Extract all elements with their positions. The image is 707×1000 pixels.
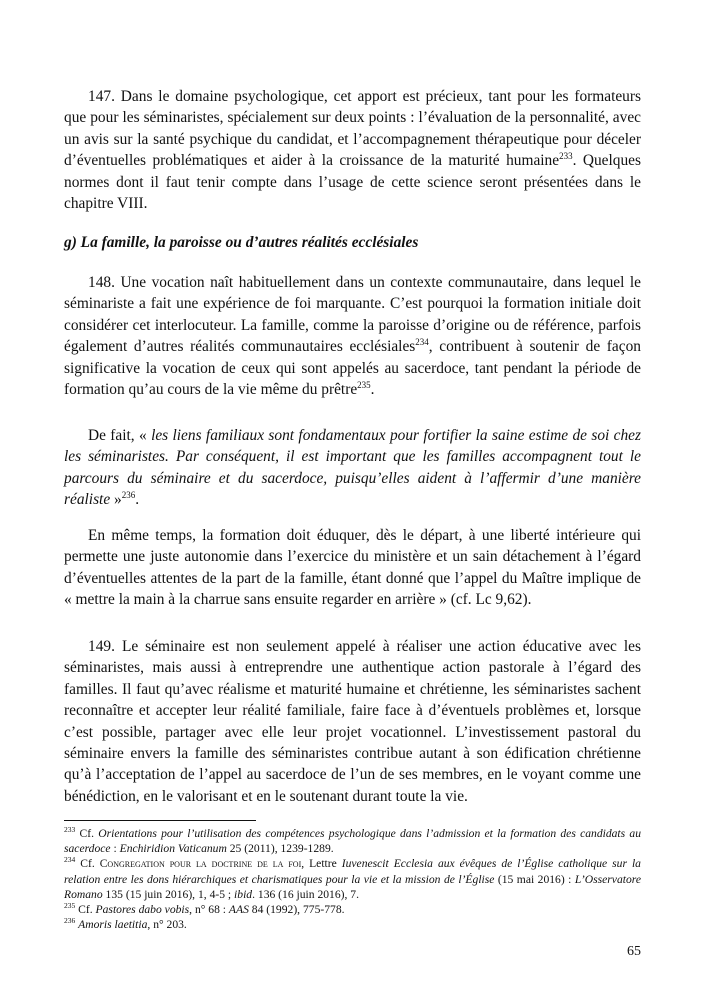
footnote-text: . 136 (16 juin 2016), 7. xyxy=(252,887,360,901)
paragraph-148-text-b: , contribuent à soutenir de façon significative la vocation de ceux qui sont appelés au sacerdoce, tant pendant la période de formation qu’au cours de la vie même du prêtre xyxy=(64,338,641,399)
footnote-ref-236[interactable]: 236 xyxy=(121,490,136,501)
footnote-author: Congregation pour la doctrine de la foi xyxy=(99,857,302,871)
footnote-ref-234[interactable]: 234 xyxy=(415,337,429,348)
quote-lead: De fait, « xyxy=(88,427,152,444)
paragraph-quote xyxy=(64,425,641,511)
footnote-text: (15 mai 2016) : xyxy=(494,872,575,886)
footnote-text: , n° 68 : xyxy=(189,903,229,917)
footnote-text: Cf. xyxy=(75,857,100,871)
section-heading: g) La famille, la paroisse ou d’autres réalités ecclésiales xyxy=(64,234,419,251)
footnote-number: 235 xyxy=(64,901,76,911)
quote-text: les liens familiaux sont fondamentaux pour fortifier la saine estime de soi chez les séminaristes. Par conséquent, il est important que les familles accompagnent tout le parcours du séminaire et du sacerdoce, puisqu’elles aident à l’affermir d’une manière réaliste xyxy=(64,427,641,509)
footnote-text: Cf. xyxy=(75,827,99,840)
footnote-ref-233[interactable]: 233 xyxy=(559,151,573,162)
quote-end: . xyxy=(135,491,140,509)
footnote-title: Iuvenescit Ecclesia aux évêques de l’Église catholique sur la relation entre les dons hiérarchiques et charismatiques pour la vie et la mission de l’Église xyxy=(64,857,641,886)
footnote-source: Enchiridion Vaticanum xyxy=(119,842,227,856)
footnote-ibid: ibid xyxy=(234,887,253,901)
footnote-text: , n° 203. xyxy=(147,918,187,932)
footnote-ref-235[interactable]: 235 xyxy=(357,379,371,390)
paragraph-liberte: En même temps, la formation doit éduquer, dès le départ, à une liberté intérieure qui permette une juste autonomie dans l’exercice du ministère et un sain détachement à l’égard d’éventuelles attentes de la part de la famille, étant donné que l’appel du Maître implique de « mettre la main à la charrue sans ensuite regarder en arrière » (cf. Lc 9,62). xyxy=(64,527,641,609)
footnote-number: 233 xyxy=(64,825,76,835)
paragraph-148 xyxy=(64,272,641,400)
paragraph-147-text-b: . Quelques normes dont il faut tenir compte dans l’usage de cette science seront présentées dans le chapitre VIII. xyxy=(64,152,641,213)
paragraph-148-text-a: 148. Une vocation naît habituellement dans un contexte communautaire, dans lequel le séminariste a fait une expérience de foi marquante. C’est pourquoi la formation initiale doit considérer cet interlocuteur. La famille, comme la paroisse d’origine ou de référence, parfois également d’autres réalités communautaires ecclésiales xyxy=(64,274,641,356)
footnote-text: : xyxy=(110,842,120,856)
paragraph-147-text-a: 147. Dans le domaine psychologique, cet apport est précieux, tant pour les formateurs que pour les séminaristes, spécialement sur deux points : l’évaluation de la personnalité, avec un avis sur la santé psychique du candidat, et l’accompagnement thérapeutique pour déceler d’éventuelles problématiques et aider à la croissance de la maturité humaine xyxy=(64,88,641,170)
footnote-236 xyxy=(64,917,641,932)
footnote-text: , Lettre xyxy=(301,857,342,871)
quote-close: » xyxy=(110,491,122,509)
footnote-text: 25 (2011), 1239-1289. xyxy=(226,842,334,856)
footnote-234 xyxy=(64,856,641,902)
paragraph-148-text-c: . xyxy=(370,381,375,399)
footnote-separator xyxy=(64,820,256,821)
page-number: 65 xyxy=(627,944,641,959)
footnote-title: Amoris laetitia xyxy=(78,918,148,932)
footnote-235 xyxy=(64,902,641,917)
footnote-title: Pastores dabo vobis xyxy=(95,903,190,917)
footnote-text: Cf. xyxy=(75,903,96,917)
footnote-233 xyxy=(64,826,641,856)
footnote-text: 135 (15 juin 2016), 1, 4-5 ; xyxy=(102,887,235,901)
footnote-number: 234 xyxy=(64,855,76,865)
footnote-source: L’Osservatore Romano xyxy=(64,872,641,901)
footnote-number: 236 xyxy=(64,916,76,926)
paragraph-149: 149. Le séminaire est non seulement appelé à réaliser une action éducative avec les séminaristes, mais aussi à entreprendre une authentique action pastorale à l’égard des familles. Il faut qu’avec réalisme et maturité humaine et chrétienne, les séminaristes sachent reconnaître et accepter leur réalité familiale, faire face à d’éventuels problèmes et, lorsque c’est possible, partager avec elle leur projet vocationnel. L’investissement pastoral du séminaire envers la famille des séminaristes contribue autant à son édification chrétienne qu’à l’acceptation de l’appel au sacerdoce de l’un de ses membres, en le voyant comme une bénédiction, en le valorisant et en le soutenant durant toute la vie. xyxy=(64,638,641,805)
footnote-title: Orientations pour l’utilisation des compétences psychologique dans l’admission et la formation des candidats au sacerdoce xyxy=(64,827,642,856)
paragraph-147 xyxy=(64,86,641,214)
footnotes xyxy=(64,826,641,932)
footnote-source: AAS xyxy=(228,903,249,917)
footnote-text: 84 (1992), 775-778. xyxy=(248,903,345,917)
document-page xyxy=(64,0,641,1000)
